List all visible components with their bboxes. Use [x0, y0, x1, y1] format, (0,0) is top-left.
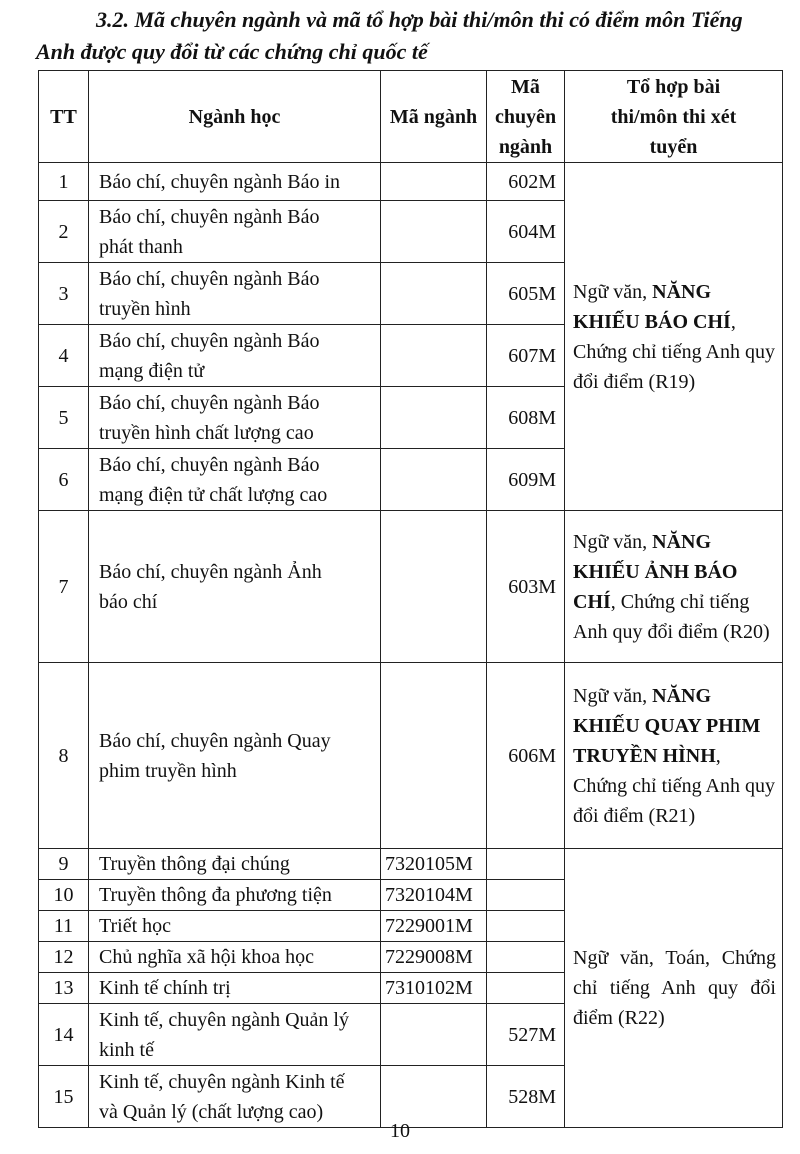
row-major: Triết học — [89, 911, 381, 942]
table-row — [39, 663, 783, 849]
row-spec-code: 606M — [487, 663, 565, 849]
row-major-code — [381, 163, 487, 201]
row-major-code — [381, 1004, 487, 1066]
row-major-code: 7310102M — [381, 973, 487, 1004]
row-tt: 3 — [39, 263, 89, 325]
combo-r19: Ngữ văn, NĂNG KHIẾU BÁO CHÍ, Chứng chỉ tiếng Anh quy đổi điểm (R19) — [565, 163, 783, 511]
row-major: Báo chí, chuyên ngành Ảnh báo chí — [89, 511, 381, 663]
row-major: Kinh tế chính trị — [89, 973, 381, 1004]
combo-r21: Ngữ văn, NĂNG KHIẾU QUAY PHIM TRUYỀN HÌNH, Chứng chỉ tiếng Anh quy đổi điểm (R21) — [565, 663, 783, 849]
page-number: 10 — [390, 1120, 410, 1142]
section-heading-line-1: 3.2. Mã chuyên ngành và mã tổ hợp bài thi/môn thi có điểm môn Tiếng — [96, 7, 743, 32]
row-major: Báo chí, chuyên ngành Báo in — [89, 163, 381, 201]
row-major-code: 7320105M — [381, 849, 487, 880]
row-tt: 10 — [39, 880, 89, 911]
table-row — [39, 163, 783, 201]
row-tt: 4 — [39, 325, 89, 387]
row-tt: 2 — [39, 201, 89, 263]
row-spec-code: 528M — [487, 1066, 565, 1128]
row-tt: 14 — [39, 1004, 89, 1066]
row-major-code — [381, 1066, 487, 1128]
combo-r22: Ngữ văn, Toán, Chứng chỉ tiếng Anh quy đổi điểm (R22) — [565, 849, 783, 1128]
row-spec-code: 604M — [487, 201, 565, 263]
table-row — [39, 849, 783, 880]
row-major-code — [381, 263, 487, 325]
row-tt: 9 — [39, 849, 89, 880]
row-major: Báo chí, chuyên ngành Báo mạng điện tử — [89, 325, 381, 387]
header-combo: Tổ hợp bài thi/môn thi xét tuyển — [565, 71, 783, 163]
section-heading-line-2: Anh được quy đổi từ các chứng chỉ quốc tế — [36, 39, 428, 64]
row-spec-code — [487, 942, 565, 973]
table-row — [39, 511, 783, 663]
row-tt: 12 — [39, 942, 89, 973]
row-major: Truyền thông đa phương tiện — [89, 880, 381, 911]
row-major-code — [381, 511, 487, 663]
row-tt: 6 — [39, 449, 89, 511]
row-major-code — [381, 449, 487, 511]
row-major-code: 7229001M — [381, 911, 487, 942]
section-heading — [36, 4, 782, 68]
row-spec-code — [487, 911, 565, 942]
row-major-code — [381, 201, 487, 263]
row-major: Báo chí, chuyên ngành Báo truyền hình chất lượng cao — [89, 387, 381, 449]
row-spec-code: 605M — [487, 263, 565, 325]
combo-r20: Ngữ văn, NĂNG KHIẾU ẢNH BÁO CHÍ, Chứng chỉ tiếng Anh quy đổi điểm (R20) — [565, 511, 783, 663]
row-spec-code: 527M — [487, 1004, 565, 1066]
row-major-code — [381, 663, 487, 849]
row-major: Chủ nghĩa xã hội khoa học — [89, 942, 381, 973]
row-major: Kinh tế, chuyên ngành Quản lý kinh tế — [89, 1004, 381, 1066]
row-spec-code: 602M — [487, 163, 565, 201]
row-tt: 1 — [39, 163, 89, 201]
table-header-row — [39, 71, 783, 163]
row-major: Báo chí, chuyên ngành Báo truyền hình — [89, 263, 381, 325]
row-tt: 11 — [39, 911, 89, 942]
row-tt: 8 — [39, 663, 89, 849]
admission-codes-table — [38, 70, 783, 1128]
row-major: Kinh tế, chuyên ngành Kinh tế và Quản lý (chất lượng cao) — [89, 1066, 381, 1128]
row-major-code — [381, 387, 487, 449]
row-major-code: 7320104M — [381, 880, 487, 911]
row-major-code — [381, 325, 487, 387]
row-tt: 13 — [39, 973, 89, 1004]
row-major: Truyền thông đại chúng — [89, 849, 381, 880]
row-spec-code: 609M — [487, 449, 565, 511]
header-tt: TT — [39, 71, 89, 163]
row-spec-code: 603M — [487, 511, 565, 663]
header-major-code: Mã ngành — [381, 71, 487, 163]
row-spec-code — [487, 973, 565, 1004]
row-spec-code — [487, 880, 565, 911]
row-major: Báo chí, chuyên ngành Báo phát thanh — [89, 201, 381, 263]
row-major: Báo chí, chuyên ngành Quay phim truyền hình — [89, 663, 381, 849]
row-major: Báo chí, chuyên ngành Báo mạng điện tử chất lượng cao — [89, 449, 381, 511]
row-tt: 7 — [39, 511, 89, 663]
header-major: Ngành học — [89, 71, 381, 163]
row-tt: 15 — [39, 1066, 89, 1128]
row-spec-code: 608M — [487, 387, 565, 449]
header-spec-code: Mã chuyên ngành — [487, 71, 565, 163]
row-spec-code: 607M — [487, 325, 565, 387]
row-major-code: 7229008M — [381, 942, 487, 973]
row-tt: 5 — [39, 387, 89, 449]
row-spec-code — [487, 849, 565, 880]
